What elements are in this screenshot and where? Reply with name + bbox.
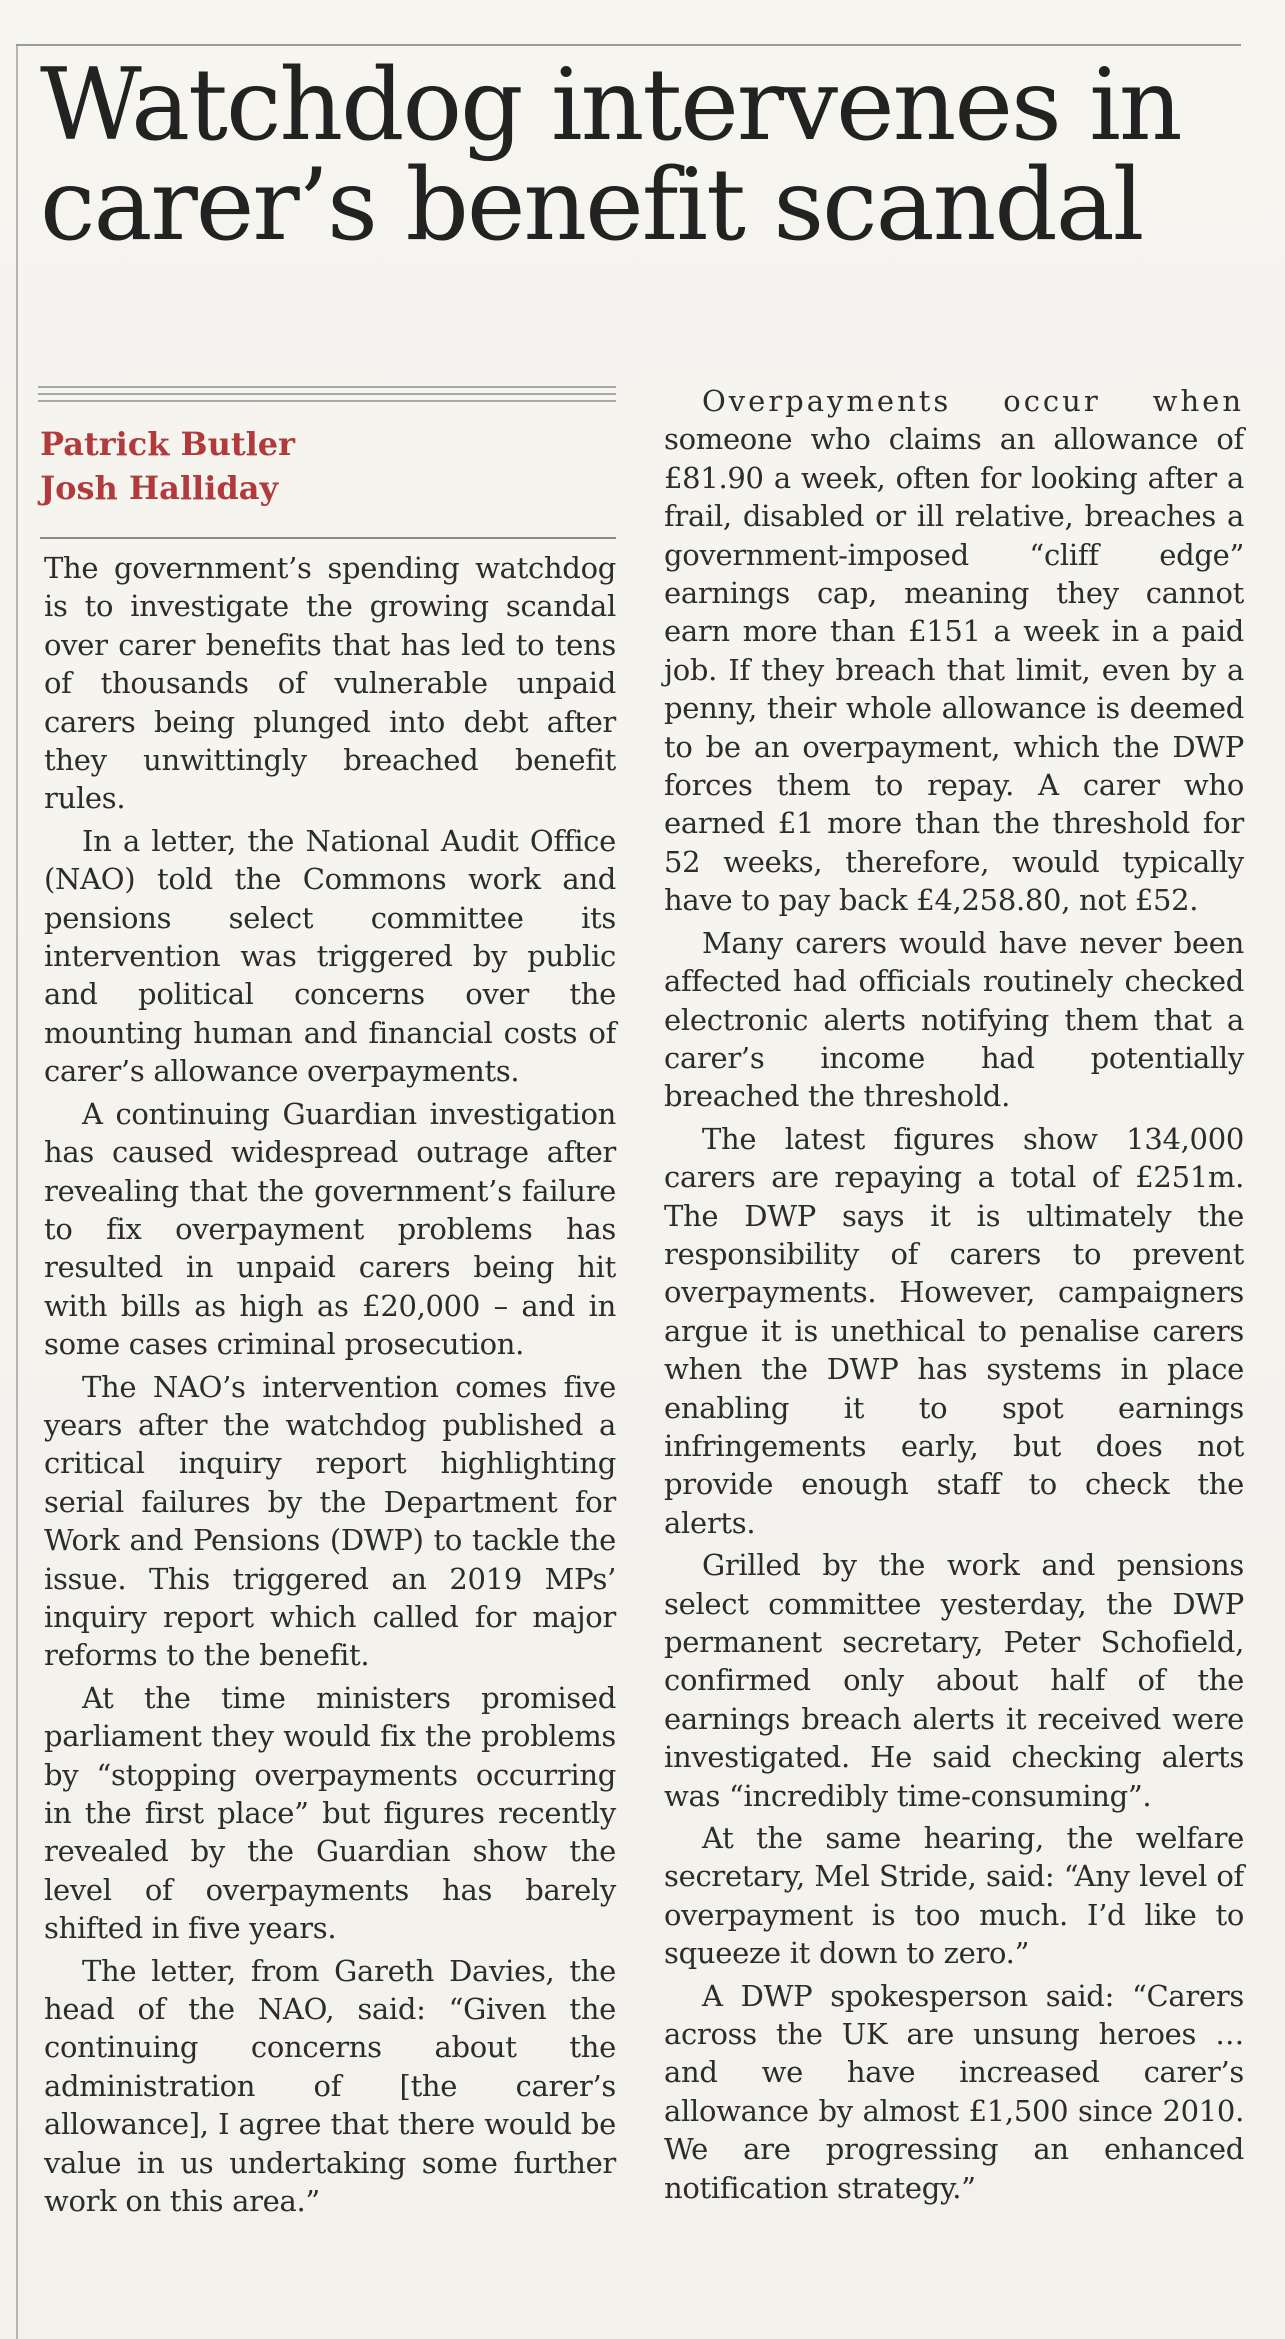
top-rule — [16, 44, 1241, 46]
paragraph: Many carers would have never been affected had officials routinely checked electronic alerts notifying them that a carer’s income had potentially breached the threshold. — [664, 925, 1244, 1114]
paragraph: At the same hearing, the welfare secretary, Mel Stride, said: “Any level of overpayment is too much. I’d like to squeeze it down to zero.” — [664, 1821, 1244, 1971]
paragraph: At the time ministers promised parliament they would fix the problems by “stopping overpayments occurring in the first place” but figures recently revealed by the Guardian show the level of overpayments has barely shifted in five years. — [44, 1680, 616, 1946]
paragraph: A continuing Guardian investigation has caused widespread outrage after revealing that the government’s failure to fix overpayment problems has resulted in unpaid carers being hit with bills as high as £20,000 – and in some cases criminal prosecution. — [44, 1096, 616, 1362]
paragraph — [664, 382, 1244, 920]
paragraph: Grilled by the work and pensions select committee yesterday, the DWP permanent secretary, Peter Schofield, confirmed only about half of the earnings breach alerts it received were investigated. He said checking alerts was “incredibly time-consuming”. — [664, 1548, 1244, 1813]
paragraph: The latest figures show 134,000 carers are repaying a total of £251m. The DWP says it is ultimately the responsibility of carers to prevent overpayments. However, campaigners argue it is unethical to penalise carers when the DWP has systems in place enabling it to spot earnings infringements early, but does not provide enough staff to check the alerts. — [664, 1121, 1244, 1540]
paragraph: The government’s spending watchdog is to investigate the growing scandal over carer benefits that has led to tens of thousands of vulnerable unpaid carers being plunged into debt after they unwittingly breached benefit rules. — [44, 551, 616, 816]
paragraph: In a letter, the National Audit Office (NAO) told the Commons work and pensions select committee its intervention was triggered by public and political concerns over the mounting human and financial costs of carer’s allowance overpayments. — [44, 823, 616, 1089]
paragraph: The NAO’s intervention comes five years after the watchdog published a critical inquiry report highlighting serial failures by the Department for Work and Pensions (DWP) to tackle the issue. This triggered an 2019 MPs’ inquiry report which called for major reforms to the benefit. — [44, 1369, 616, 1673]
headline-line-2: carer’s benefit scandal — [40, 148, 1143, 263]
headline — [40, 48, 1240, 263]
paragraph-lead: Overpayments occur when — [702, 384, 1244, 418]
headline-line-1: Watchdog intervenes in — [40, 48, 1181, 163]
article-column-right — [664, 382, 1244, 2207]
article-column-left — [44, 549, 616, 2220]
paragraph: A DWP spokesperson said: “Carers across the UK are unsung heroes … and we have increased carer’s allowance by almost £1,500 since 2010. We are progressing an enhanced notification strategy.” — [664, 1978, 1244, 2205]
left-column-rule — [16, 46, 18, 2339]
byline-bottom-rule — [40, 537, 616, 539]
byline-author: Patrick Butler — [40, 425, 295, 463]
byline-author: Josh Halliday — [40, 469, 279, 507]
paragraph: The letter, from Gareth Davies, the head of the NAO, said: “Given the continuing concerns about the administration of [the carer’s allowance], I agree that there would be value in us undertaking some further work on this area.” — [44, 1953, 616, 2219]
paragraph-rest: someone who claims an allowance of £81.90 a week, often for looking after a frail, disabled or ill relative, breaches a government-imposed “cliff edge” earnings cap, meaning they cannot earn more than £151 a week in a paid job. If they breach that limit, even by a penny, their whole allowance is deemed to be an overpayment, which the DWP forces them to repay. A carer who earned £1 more than the threshold for 52 weeks, therefore, would typically have to pay back £4,258.80, not £52. — [664, 422, 1244, 918]
byline-top-rules — [38, 386, 616, 407]
bylines — [40, 422, 295, 510]
